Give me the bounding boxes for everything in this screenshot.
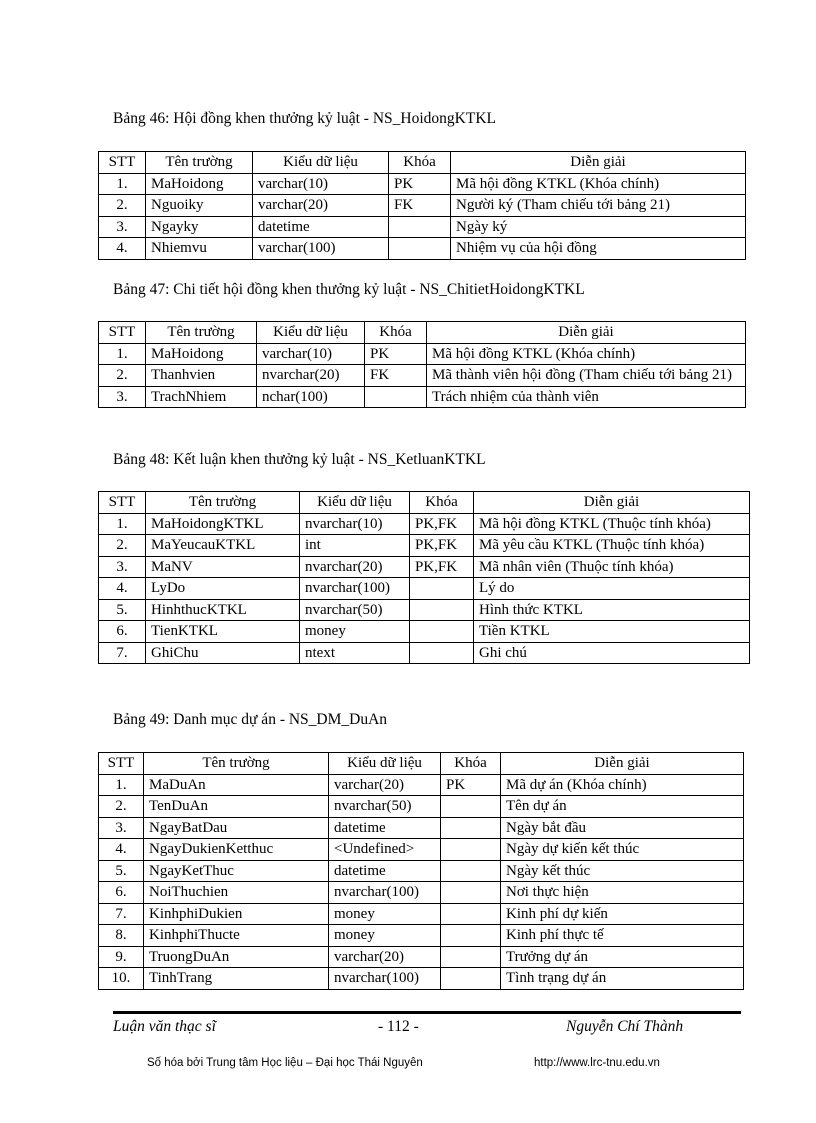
cell-key — [441, 968, 501, 990]
table-row — [99, 599, 750, 621]
table-row — [99, 365, 746, 387]
table-header-row — [99, 322, 746, 344]
cell-stt: 1. — [99, 343, 146, 365]
cell-field: NgayDukienKetthuc — [144, 839, 329, 861]
cell-key — [441, 839, 501, 861]
cell-desc: Ngày bắt đầu — [501, 817, 744, 839]
table-46-caption: Bảng 46: Hội đồng khen thưởng kỷ luật - NS_HoidongKTKL — [113, 110, 496, 127]
cell-stt: 5. — [99, 860, 144, 882]
cell-stt: 2. — [99, 535, 146, 557]
table-row — [99, 513, 750, 535]
table-row — [99, 238, 746, 260]
header-cell: Diễn giải — [427, 322, 746, 344]
cell-field: MaHoidongKTKL — [146, 513, 300, 535]
cell-desc: Mã thành viên hội đồng (Tham chiếu tới bảng 21) — [427, 365, 746, 387]
cell-desc: Mã hội đồng KTKL (Khóa chính) — [451, 173, 746, 195]
cell-desc: Ghi chú — [474, 642, 750, 664]
table-row — [99, 173, 746, 195]
cell-field: KinhphiThucte — [144, 925, 329, 947]
table-row — [99, 817, 744, 839]
cell-stt: 9. — [99, 946, 144, 968]
table-row — [99, 903, 744, 925]
table-row — [99, 774, 744, 796]
header-cell: Diễn giải — [474, 492, 750, 514]
table-row — [99, 925, 744, 947]
header-cell: Kiểu dữ liệu — [253, 152, 389, 174]
cell-desc: Tiền KTKL — [474, 621, 750, 643]
cell-key — [389, 216, 451, 238]
cell-key — [441, 860, 501, 882]
cell-key — [441, 925, 501, 947]
cell-stt: 10. — [99, 968, 144, 990]
header-cell: Khóa — [365, 322, 427, 344]
table-header-row — [99, 152, 746, 174]
cell-type: nvarchar(10) — [300, 513, 410, 535]
cell-desc: Lý do — [474, 578, 750, 600]
cell-key: PK — [441, 774, 501, 796]
table-row — [99, 796, 744, 818]
cell-type: money — [300, 621, 410, 643]
cell-type: ntext — [300, 642, 410, 664]
header-cell: STT — [99, 322, 146, 344]
cell-desc: Trưởng dự án — [501, 946, 744, 968]
cell-key: FK — [389, 195, 451, 217]
cell-desc: Người ký (Tham chiếu tới bảng 21) — [451, 195, 746, 217]
cell-field: TruongDuAn — [144, 946, 329, 968]
cell-desc: Kinh phí thực tế — [501, 925, 744, 947]
cell-field: NgayKetThuc — [144, 860, 329, 882]
cell-type: varchar(20) — [253, 195, 389, 217]
cell-stt: 8. — [99, 925, 144, 947]
cell-desc: Mã hội đồng KTKL (Khóa chính) — [427, 343, 746, 365]
cell-key: PK,FK — [410, 535, 474, 557]
table-row — [99, 968, 744, 990]
cell-desc: Tình trạng dự án — [501, 968, 744, 990]
cell-key — [410, 578, 474, 600]
cell-field: Nguoiky — [146, 195, 253, 217]
cell-field: TrachNhiem — [146, 386, 257, 408]
cell-desc: Kinh phí dự kiến — [501, 903, 744, 925]
table-row — [99, 216, 746, 238]
cell-desc: Ngày dự kiến kết thúc — [501, 839, 744, 861]
cell-key — [389, 238, 451, 260]
cell-desc: Nhiệm vụ của hội đồng — [451, 238, 746, 260]
cell-type: nvarchar(50) — [300, 599, 410, 621]
cell-stt: 1. — [99, 173, 146, 195]
table-header-row — [99, 753, 744, 775]
cell-type: varchar(10) — [253, 173, 389, 195]
header-cell: Diễn giải — [451, 152, 746, 174]
cell-field: MaHoidong — [146, 343, 257, 365]
table-49-caption: Bảng 49: Danh mục dự án - NS_DM_DuAn — [113, 711, 388, 728]
cell-key — [441, 796, 501, 818]
cell-field: MaDuAn — [144, 774, 329, 796]
table-48 — [98, 491, 750, 664]
cell-key — [410, 599, 474, 621]
footer-thesis-label: Luận văn thạc sĩ — [113, 1018, 216, 1035]
cell-key: PK — [389, 173, 451, 195]
cell-key — [441, 882, 501, 904]
table-row — [99, 556, 750, 578]
cell-stt: 3. — [99, 386, 146, 408]
cell-type: nvarchar(100) — [300, 578, 410, 600]
cell-key — [441, 903, 501, 925]
cell-stt: 7. — [99, 642, 146, 664]
cell-stt: 7. — [99, 903, 144, 925]
cell-field: NoiThuchien — [144, 882, 329, 904]
cell-type: varchar(10) — [257, 343, 365, 365]
cell-key — [441, 946, 501, 968]
header-cell: Diễn giải — [501, 753, 744, 775]
page-number: - 112 - — [378, 1018, 419, 1035]
cell-type: datetime — [329, 860, 441, 882]
table-row — [99, 535, 750, 557]
cell-key — [410, 642, 474, 664]
cell-field: HinhthucKTKL — [146, 599, 300, 621]
cell-stt: 5. — [99, 599, 146, 621]
cell-stt: 2. — [99, 365, 146, 387]
cell-field: MaNV — [146, 556, 300, 578]
cell-key — [441, 817, 501, 839]
cell-type: varchar(20) — [329, 774, 441, 796]
table-row — [99, 882, 744, 904]
cell-desc: Hình thức KTKL — [474, 599, 750, 621]
table-row — [99, 195, 746, 217]
cell-field: TenDuAn — [144, 796, 329, 818]
cell-field: TienKTKL — [146, 621, 300, 643]
cell-type: nchar(100) — [257, 386, 365, 408]
table-46 — [98, 151, 746, 260]
header-cell: Tên trường — [144, 753, 329, 775]
cell-stt: 3. — [99, 817, 144, 839]
cell-field: TinhTrang — [144, 968, 329, 990]
cell-key: PK — [365, 343, 427, 365]
cell-key: FK — [365, 365, 427, 387]
cell-field: MaHoidong — [146, 173, 253, 195]
cell-type: <Undefined> — [329, 839, 441, 861]
header-cell: Tên trường — [146, 152, 253, 174]
cell-stt: 2. — [99, 195, 146, 217]
cell-field: MaYeucauKTKL — [146, 535, 300, 557]
cell-desc: Tên dự án — [501, 796, 744, 818]
cell-type: money — [329, 925, 441, 947]
table-48-caption: Bảng 48: Kết luận khen thưởng kỷ luật - NS_KetluanKTKL — [113, 451, 486, 468]
header-cell: Khóa — [441, 753, 501, 775]
cell-desc: Mã yêu cầu KTKL (Thuộc tính khóa) — [474, 535, 750, 557]
cell-key — [365, 386, 427, 408]
cell-type: varchar(20) — [329, 946, 441, 968]
table-row — [99, 343, 746, 365]
cell-type: nvarchar(20) — [257, 365, 365, 387]
table-row — [99, 860, 744, 882]
cell-stt: 3. — [99, 556, 146, 578]
table-row — [99, 578, 750, 600]
cell-type: varchar(100) — [253, 238, 389, 260]
cell-desc: Mã dự án (Khóa chính) — [501, 774, 744, 796]
cell-stt: 6. — [99, 621, 146, 643]
cell-key: PK,FK — [410, 513, 474, 535]
footer-divider — [113, 1011, 741, 1014]
header-cell: Khóa — [389, 152, 451, 174]
cell-key: PK,FK — [410, 556, 474, 578]
cell-desc: Mã nhân viên (Thuộc tính khóa) — [474, 556, 750, 578]
cell-stt: 2. — [99, 796, 144, 818]
cell-type: datetime — [329, 817, 441, 839]
cell-stt: 4. — [99, 578, 146, 600]
cell-desc: Nơi thực hiện — [501, 882, 744, 904]
cell-field: Nhiemvu — [146, 238, 253, 260]
cell-type: nvarchar(100) — [329, 968, 441, 990]
header-cell: Kiểu dữ liệu — [329, 753, 441, 775]
cell-field: Ngayky — [146, 216, 253, 238]
cell-type: money — [329, 903, 441, 925]
cell-desc: Ngày kết thúc — [501, 860, 744, 882]
cell-field: GhiChu — [146, 642, 300, 664]
table-row — [99, 642, 750, 664]
header-cell: STT — [99, 492, 146, 514]
cell-type: nvarchar(50) — [329, 796, 441, 818]
cell-desc: Trách nhiệm của thành viên — [427, 386, 746, 408]
table-47-caption: Bảng 47: Chi tiết hội đồng khen thưởng kỷ luật - NS_ChitietHoidongKTKL — [113, 281, 585, 298]
cell-desc: Mã hội đồng KTKL (Thuộc tính khóa) — [474, 513, 750, 535]
cell-stt: 3. — [99, 216, 146, 238]
header-cell: Tên trường — [146, 322, 257, 344]
cell-stt: 4. — [99, 238, 146, 260]
table-row — [99, 621, 750, 643]
table-47 — [98, 321, 746, 408]
table-row — [99, 839, 744, 861]
table-header-row — [99, 492, 750, 514]
table-49 — [98, 752, 744, 990]
cell-type: datetime — [253, 216, 389, 238]
header-cell: STT — [99, 753, 144, 775]
cell-stt: 1. — [99, 774, 144, 796]
cell-key — [410, 621, 474, 643]
table-row — [99, 386, 746, 408]
cell-field: Thanhvien — [146, 365, 257, 387]
cell-type: nvarchar(20) — [300, 556, 410, 578]
digitization-notice: Số hóa bởi Trung tâm Học liệu – Đại học Thái Nguyên — [147, 1057, 423, 1069]
header-cell: STT — [99, 152, 146, 174]
footer-author: Nguyễn Chí Thành — [566, 1018, 684, 1035]
cell-desc: Ngày ký — [451, 216, 746, 238]
header-cell: Tên trường — [146, 492, 300, 514]
header-cell: Khóa — [410, 492, 474, 514]
cell-type: nvarchar(100) — [329, 882, 441, 904]
cell-stt: 6. — [99, 882, 144, 904]
header-cell: Kiểu dữ liệu — [300, 492, 410, 514]
cell-field: KinhphiDukien — [144, 903, 329, 925]
table-row — [99, 946, 744, 968]
cell-field: NgayBatDau — [144, 817, 329, 839]
cell-stt: 4. — [99, 839, 144, 861]
header-cell: Kiểu dữ liệu — [257, 322, 365, 344]
footer-url-link[interactable]: http://www.lrc-tnu.edu.vn — [534, 1057, 660, 1069]
cell-field: LyDo — [146, 578, 300, 600]
cell-stt: 1. — [99, 513, 146, 535]
cell-type: int — [300, 535, 410, 557]
